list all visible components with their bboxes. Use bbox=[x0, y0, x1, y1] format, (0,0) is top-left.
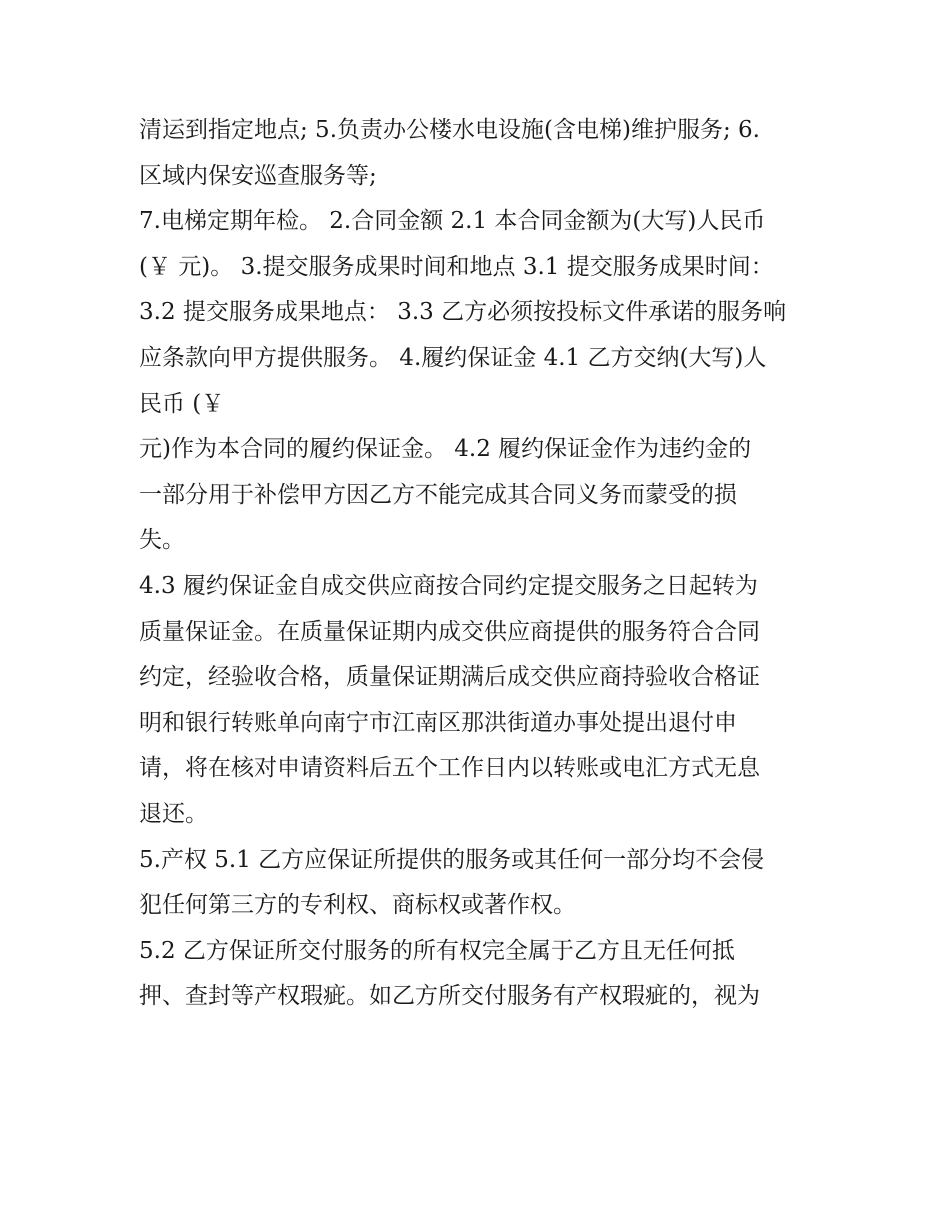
text-line: 5.2 乙方保证所交付服务的所有权完全属于乙方且无任何抵 bbox=[139, 937, 735, 964]
text-line: 5.产权 5.1 乙方应保证所提供的服务或其任何一部分均不会侵 bbox=[139, 846, 765, 873]
text-line: 区域内保安巡查服务等; bbox=[139, 162, 377, 189]
text-line: (￥ 元)。 3.提交服务成果时间和地点 3.1 提交服务成果时间： bbox=[139, 253, 774, 280]
text-line: 民币 (￥ bbox=[139, 390, 225, 417]
text-line: 4.3 履约保证金自成交供应商按合同约定提交服务之日起转为 bbox=[139, 572, 758, 599]
text-line: 3.2 提交服务成果地点： 3.3 乙方必须按投标文件承诺的服务响 bbox=[139, 299, 787, 326]
text-line: 退还。 bbox=[139, 800, 208, 827]
text-line: 约定，经验收合格，质量保证期满后成交供应商持验收合格证 bbox=[139, 664, 760, 691]
text-line: 一部分用于补偿甲方因乙方不能完成其合同义务而蒙受的损 bbox=[139, 481, 737, 508]
text-line: 失。 bbox=[139, 527, 185, 554]
document-body bbox=[139, 108, 829, 1020]
text-line: 请，将在核对申请资料后五个工作日内以转账或电汇方式无息 bbox=[139, 755, 760, 782]
text-line: 质量保证金。在质量保证期内成交供应商提供的服务符合合同 bbox=[139, 618, 760, 645]
text-line: 押、查封等产权瑕疵。如乙方所交付服务有产权瑕疵的，视为 bbox=[139, 983, 760, 1010]
text-line: 明和银行转账单向南宁市江南区那洪街道办事处提出退付申 bbox=[139, 709, 737, 736]
text-line: 7.电梯定期年检。 2.合同金额 2.1 本合同金额为(大写)人民币 bbox=[139, 208, 766, 235]
text-line: 应条款向甲方提供服务。 4.履约保证金 4.1 乙方交纳(大写)人 bbox=[139, 344, 767, 371]
text-line: 犯任何第三方的专利权、商标权或著作权。 bbox=[139, 892, 576, 919]
text-line: 元)作为本合同的履约保证金。 4.2 履约保证金作为违约金的 bbox=[139, 436, 752, 463]
text-line: 清运到指定地点; 5.负责办公楼水电设施(含电梯)维护服务; 6. bbox=[139, 117, 760, 143]
